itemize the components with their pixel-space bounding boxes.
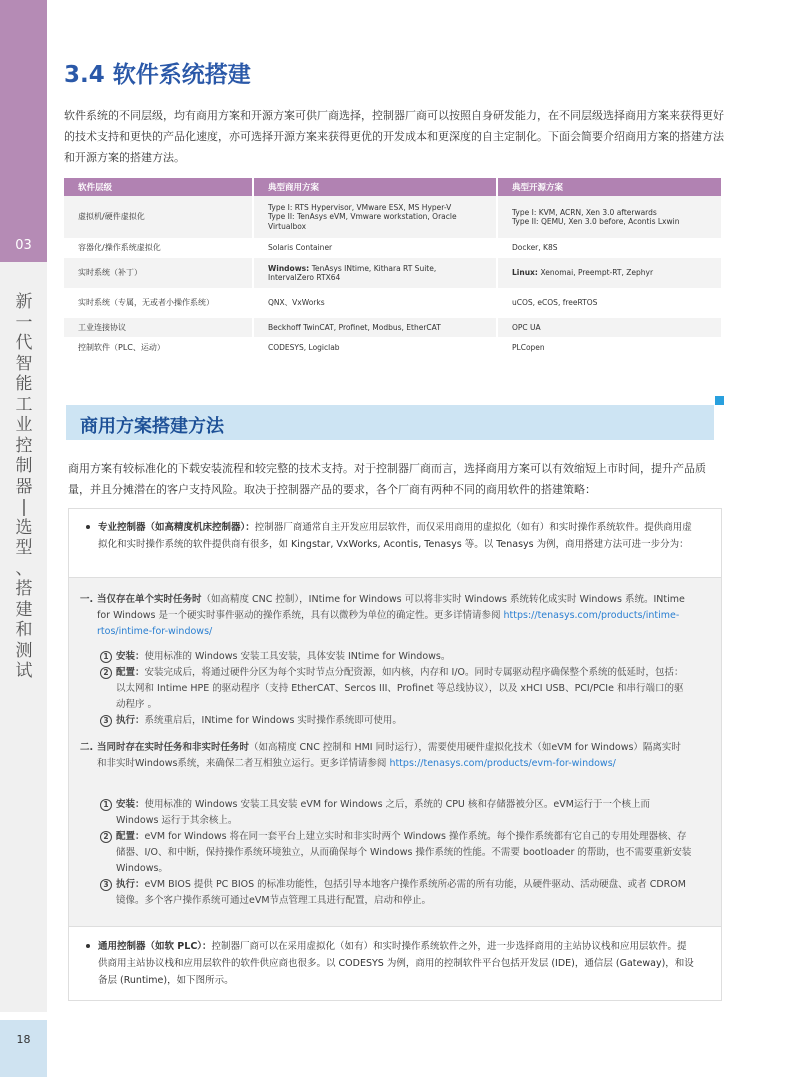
sidebar-title-char: | [21,497,27,517]
sidebar-title-char: 器 [15,476,33,497]
table-cell-open-source [498,238,721,258]
table-cell-layer [64,258,254,288]
step-number-icon: 1 [100,799,112,811]
table-cell-layer [64,288,254,318]
case-2-text: （如高精度 CNC 控制和 HMI 同时运行），需要使用硬件虚拟化技术（如eVM for Windows）隔离实时和非实时Windows系统，来确保二者互相独立运行。更多详情请参阅 [97,742,681,769]
table-cell-layer [64,318,254,337]
case-2-heading: 当同时存在实时任务和非实时任务时 [97,742,250,753]
table-cell-layer [64,337,254,358]
table-cell-text: Solaris Container [268,243,333,253]
software-layer-table [64,178,721,358]
header-open-source: 典型开源方案 [498,178,721,196]
chapter-number: 03 [0,229,47,262]
sidebar-title-char: 一 [15,312,33,333]
table-cell-commercial [254,196,498,238]
table-row [64,258,721,288]
header-commercial: 典型商用方案 [254,178,498,196]
bullet-2-text: 控制器厂商可以在采用虚拟化（如有）和实时操作系统软件之外，进一步选择商用的主站协议栈和应用层软件。提供商用主站协议栈和应用层软件的软件供应商也很多。以 CODESYS 为例，商用的控制软件平台包括开发层 (IDE)，通信层 (Gateway)，和设备层 (Runtime)，如下图所示。 [98,941,694,986]
sidebar-title-char: 型 [15,538,33,558]
intro-paragraph: 软件系统的不同层级，均有商用方案和开源方案可供厂商选择，控制器厂商可以按照自身研发能力，在不同层级选择商用方案来获得更好的技术支持和更快的产品化速度，亦可选择开源方案来获得更优的开发成本和更深度的自主定制化。下面会简要介绍商用方案的搭建方法和开源方案的搭建方法。 [64,109,724,164]
bullet-2-heading: 通用控制器（如软 PLC）： [98,941,212,952]
sidebar-title-char: 制 [15,456,33,476]
sidebar-title-char: 搭 [15,579,33,599]
case-2-step-2 [100,829,692,877]
table-cell-text: TenAsys INtime, Kithara RT Suite, IntervalZero RTX64 [268,263,437,282]
table-cell-text: Type I: RTS Hypervisor, VMware ESX, MS Hyper-V Type II: TenAsys eVM, Vmware workstation, Oracle Virtualbox [268,202,457,231]
case-2-step-3 [100,877,692,909]
sidebar-title-char: 代 [15,333,33,353]
case-1-text: （如高精度 CNC 控制），INtime for Windows 可以将非实时 Windows 系统转化成实时 Windows 系统。INtime for Windows 是一个硬实时事件驱动的操作系统，具有以微秒为单位的确定性。更多详情请参阅 [97,594,685,621]
decorative-square [715,396,724,405]
step-number-icon: 2 [100,667,112,679]
step-text: 使用标准的 Windows 安装工具安装，具体安装 INtime for Windows。 [144,651,451,662]
page-number: 18 [0,1020,47,1077]
table-cell-open-source [498,288,721,318]
step-text: eVM for Windows 将在同一套平台上建立实时和非实时两个 Windows 操作系统。每个操作系统都有它自己的专用处理器核、存储器、I/O、和中断，保持操作系统环境独立，从而确保每个 Windows 操作系统的性能。不需要 bootloader 的帮助，也不需要重新安装 Windows。 [116,831,692,874]
step-text: 系统重启后，INtime for Windows 实时操作系统即可使用。 [144,715,402,726]
case-1-step-1 [100,649,692,665]
sidebar-title-char: 、 [15,558,33,579]
sidebar-top-band [0,0,47,229]
table-cell-open-source [498,318,721,337]
step-label: 安装： [116,799,145,810]
bullet-1-heading: 专业控制器（如高精度机床控制器）： [98,522,255,533]
case-2-step-1 [100,797,692,829]
case-2-link[interactable]: https://tenasys.com/products/evm-for-windows/ [389,758,616,769]
bullet-professional-controller [84,519,694,553]
case-2-number: 二. [80,742,94,753]
step-number-icon: 3 [100,879,112,891]
sidebar-title-char: 测 [15,640,33,661]
table-cell-text: 实时系统（专属，无或者小操作系统） [78,298,214,308]
table-cell-text: QNX、VxWorks [268,298,325,308]
table-cell-commercial [254,288,498,318]
section-intro: 商用方案有较标准化的下载安装流程和较完整的技术支持。对于控制器厂商而言，选择商用方案可以有效缩短上市时间，提升产品质量，并且分摊潜在的客户支持风险。取决于控制器产品的要求，各个厂商有两种不同的商用软件的搭建策略： [68,462,706,496]
table-cell-text: PLCopen [512,342,545,352]
sidebar-title-char: 试 [15,661,33,681]
sidebar-title-char: 新 [15,292,33,312]
step-text: 使用标准的 Windows 安装工具安装 eVM for Windows 之后，系统的 CPU 核和存储器被分区。eVM运行于一个核上而 Windows 运行于其余核上。 [116,799,650,826]
table-cell-commercial [254,318,498,337]
table-cell-text: Xenomai, Preempt-RT, Zephyr [540,268,654,278]
sidebar-title-char: 智 [15,353,33,374]
page-title: 3.4 软件系统搭建 [64,62,251,88]
sidebar-vertical-title [13,292,35,682]
step-number-icon: 3 [100,715,112,727]
table-cell-text: Type I: KVM, ACRN, Xen 3.0 afterwards Type II: QEMU, Xen 3.0 before, Acontis Lxwin [512,207,680,226]
table-cell-open-source [498,258,721,288]
table-cell-open-source [498,337,721,358]
table-cell-text: CODESYS, Logiclab [268,342,340,352]
step-label: 配置： [116,667,145,678]
table-cell-commercial [254,238,498,258]
table-cell-text: 工业连接协议 [78,322,126,332]
step-number-icon: 1 [100,651,112,663]
sidebar-title-char: 控 [15,435,33,456]
case-1-link[interactable]: https://tenasys.com/products/intime-rtos/intime-for-windows/ [97,610,680,637]
table-cell-text: Beckhoff TwinCAT, Profinet, Modbus, EtherCAT [268,322,441,332]
header-layer: 软件层级 [64,178,254,196]
case-1-paragraph [80,592,690,640]
sidebar-title-char: 工 [15,394,33,415]
table-cell-text: 虚拟机/硬件虚拟化 [78,212,145,222]
table-cell-text: 容器化/操作系统虚拟化 [78,243,161,253]
table-header-row [64,178,721,196]
step-label: 配置： [116,831,145,842]
table-cell-text: Docker, K8S [512,243,558,253]
table-cell-prefix: Windows: [268,263,312,273]
case-2-paragraph [80,740,690,772]
sidebar-title-char: 建 [15,599,33,620]
table-cell-text: OPC UA [512,322,541,332]
step-label: 执行： [116,715,145,726]
table-row [64,337,721,358]
table-row [64,238,721,258]
case-1-number: 一. [80,594,94,605]
case-1-step-3 [100,713,692,729]
table-cell-text: uCOS, eCOS, freeRTOS [512,298,598,308]
table-cell-layer [64,196,254,238]
step-number-icon: 2 [100,831,112,843]
case-1-heading: 当仅存在单个实时任务时 [97,594,202,605]
section-title: 商用方案搭建方法 [80,416,224,437]
step-text: eVM BIOS 提供 PC BIOS 的标准功能性，包括引导本地客户操作系统所必需的所有功能，从硬件驱动、活动硬盘、或者 CDROM 镜像。多个客户操作系统可通过eVM节点管理工具进行配置，启动和停止。 [116,879,686,906]
step-label: 执行： [116,879,145,890]
sidebar-title-char: 选 [15,517,33,538]
table-cell-commercial [254,337,498,358]
sidebar-title-char: 能 [15,374,33,394]
table-cell-prefix: Linux: [512,268,541,278]
sidebar-title-char: 和 [15,620,33,640]
table-cell-text: 实时系统（补丁） [78,268,142,278]
table-cell-layer [64,238,254,258]
table-row [64,288,721,318]
table-cell-text: 控制软件（PLC、运动） [78,342,165,352]
case-1-step-2 [100,665,692,713]
step-text: 安装完成后，将通过硬件分区为每个实时节点分配资源，如内核，内存和 I/O。同时专属驱动程序确保整个系统的低延时，包括：以太网和 Intime HPE 的驱动程序（支持 EtherCAT、Sercos III、Profinet 等总线协议），以及 xHCI USB、PCI/PCIe 和串行端口的驱动程序 。 [116,667,684,710]
table-row [64,318,721,337]
table-row [64,196,721,238]
table-cell-commercial [254,258,498,288]
table-cell-open-source [498,196,721,238]
bullet-1-text: 控制器厂商通常自主开发应用层软件，而仅采用商用的虚拟化（如有）和实时操作系统软件。提供商用虚拟化和实时操作系统的软件提供商有很多，如 Kingstar, VxWorks, Acontis, Tenasys 等。以 Tenasys 为例，商用搭建方法可进一步分为： [98,522,692,550]
step-label: 安装： [116,651,145,662]
bullet-general-controller [84,938,694,989]
sidebar-title-char: 业 [15,415,33,435]
